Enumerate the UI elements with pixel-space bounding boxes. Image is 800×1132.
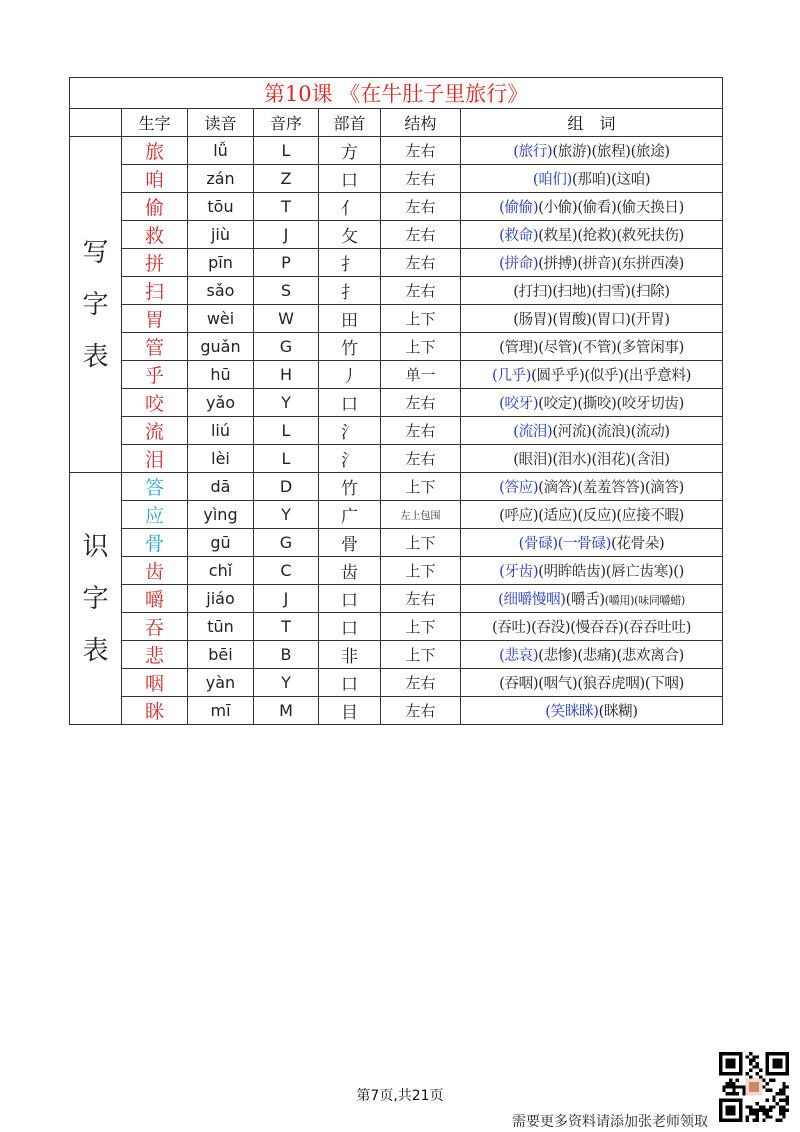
- footer-note: 需要更多资料请添加张老师领取: [512, 1114, 708, 1130]
- highlighted-word: (拼命): [499, 256, 539, 272]
- structure-cell: 左上包围: [381, 501, 461, 529]
- word-group: (滴答)(羞羞答答)(滴答): [538, 480, 684, 496]
- radical-cell: 氵: [319, 445, 381, 473]
- vocab-row: [70, 501, 723, 529]
- vocab-row: [70, 165, 723, 193]
- words-cell: [461, 445, 723, 473]
- highlighted-word: (几乎): [491, 368, 532, 384]
- word-group: (救星)(抢救)(救死扶伤): [538, 228, 684, 244]
- words-cell: [461, 193, 723, 221]
- words-cell: [461, 165, 723, 193]
- words-cell: [461, 613, 723, 641]
- character-cell: 吞: [122, 613, 188, 641]
- structure-cell: 左右: [381, 585, 461, 613]
- radical-cell: 方: [319, 137, 381, 165]
- character-cell: 答: [122, 473, 188, 501]
- pinyin-cell: chǐ: [188, 557, 254, 585]
- character-cell: 拼: [122, 249, 188, 277]
- words-cell: [461, 137, 723, 165]
- pinyin-cell: yǎo: [188, 389, 254, 417]
- pinyin-cell: wèi: [188, 305, 254, 333]
- word-group: (河流)(流浪)(流动): [552, 424, 670, 440]
- pinyin-cell: zán: [188, 165, 254, 193]
- radical-cell: 口: [319, 165, 381, 193]
- structure-cell: 左右: [381, 697, 461, 725]
- radical-cell: 竹: [319, 333, 381, 361]
- section-label: [70, 473, 122, 725]
- radical-cell: 田: [319, 305, 381, 333]
- structure-cell: 左右: [381, 221, 461, 249]
- structure-cell: 左右: [381, 193, 461, 221]
- character-cell: 悲: [122, 641, 188, 669]
- section-label-char: 字: [82, 583, 109, 614]
- structure-cell: 上下: [381, 305, 461, 333]
- radical-cell: 口: [319, 585, 381, 613]
- header-char: 生字: [122, 109, 188, 137]
- vocab-row: [70, 445, 723, 473]
- highlighted-word: (流泪): [513, 424, 553, 440]
- highlighted-word: (救命): [499, 228, 539, 244]
- words-cell: [461, 473, 723, 501]
- word-group: (嚼用)(味同嚼蜡): [604, 594, 685, 607]
- vocab-row: [70, 641, 723, 669]
- pinyin-cell: tōu: [188, 193, 254, 221]
- structure-cell: 左右: [381, 137, 461, 165]
- header-index: 音序: [254, 109, 319, 137]
- structure-cell: 左右: [381, 389, 461, 417]
- radical-cell: 扌: [319, 249, 381, 277]
- vocab-table: [69, 77, 723, 725]
- radical-cell: 骨: [319, 529, 381, 557]
- vocab-row: [70, 361, 723, 389]
- structure-cell: 上下: [381, 333, 461, 361]
- word-group: (旅游)(旅程)(旅途): [552, 144, 670, 160]
- pinyin-cell: lǚ: [188, 137, 254, 165]
- highlighted-word: (旅行): [513, 144, 553, 160]
- header-radical: 部首: [319, 109, 381, 137]
- radical-cell: 目: [319, 697, 381, 725]
- vocab-row: [70, 697, 723, 725]
- index-cell: Y: [254, 389, 319, 417]
- highlighted-word: (咱们): [532, 172, 572, 188]
- section-label: [70, 137, 122, 473]
- structure-cell: 左右: [381, 669, 461, 697]
- section-label-char: 表: [82, 635, 109, 666]
- index-cell: L: [254, 137, 319, 165]
- vocab-row: [70, 277, 723, 305]
- index-cell: G: [254, 333, 319, 361]
- character-cell: 旅: [122, 137, 188, 165]
- index-cell: L: [254, 417, 319, 445]
- header-pinyin: 读音: [188, 109, 254, 137]
- word-group: (那咱)(这咱): [571, 172, 651, 188]
- structure-cell: 左右: [381, 277, 461, 305]
- pinyin-cell: dā: [188, 473, 254, 501]
- radical-cell: 口: [319, 389, 381, 417]
- words-cell: [461, 669, 723, 697]
- section-label-char: 写: [82, 237, 109, 268]
- vocab-row: [70, 417, 723, 445]
- word-group: (眼泪)(泪水)(泪花)(含泪): [513, 452, 670, 468]
- header-words: 组 词: [461, 109, 723, 137]
- highlighted-word: (偷偷): [499, 200, 539, 216]
- radical-cell: 扌: [319, 277, 381, 305]
- pinyin-cell: mī: [188, 697, 254, 725]
- word-group: (肠胃)(胃酸)(胃口)(开胃): [513, 312, 670, 328]
- vocab-row: [70, 193, 723, 221]
- index-cell: B: [254, 641, 319, 669]
- vocab-row: [70, 249, 723, 277]
- radical-cell: 竹: [319, 473, 381, 501]
- highlighted-word: (笑眯眯): [545, 704, 599, 720]
- radical-cell: 非: [319, 641, 381, 669]
- pinyin-cell: yìng: [188, 501, 254, 529]
- highlighted-word: (咬牙): [499, 396, 539, 412]
- words-cell: [461, 361, 723, 389]
- index-cell: M: [254, 697, 319, 725]
- radical-cell: 攵: [319, 221, 381, 249]
- radical-cell: 亻: [319, 193, 381, 221]
- pinyin-cell: liú: [188, 417, 254, 445]
- lesson-title: 第10课 《在牛肚子里旅行》: [70, 78, 723, 109]
- vocab-row: [70, 305, 723, 333]
- words-cell: [461, 277, 723, 305]
- radical-cell: 氵: [319, 417, 381, 445]
- pinyin-cell: guǎn: [188, 333, 254, 361]
- vocab-row: [70, 669, 723, 697]
- vocab-row: [70, 557, 723, 585]
- pinyin-cell: pīn: [188, 249, 254, 277]
- highlighted-word: (细嚼慢咽): [498, 592, 566, 608]
- qr-code-icon: [719, 1052, 789, 1122]
- word-group: (呼应)(适应)(反应)(应接不暇): [499, 508, 684, 524]
- character-cell: 乎: [122, 361, 188, 389]
- structure-cell: 单一: [381, 361, 461, 389]
- structure-cell: 左右: [381, 165, 461, 193]
- vocab-row: [70, 333, 723, 361]
- radical-cell: 丿: [319, 361, 381, 389]
- character-cell: 管: [122, 333, 188, 361]
- character-cell: 眯: [122, 697, 188, 725]
- index-cell: Z: [254, 165, 319, 193]
- character-cell: 救: [122, 221, 188, 249]
- word-group: (吞咽)(咽气)(狼吞虎咽)(下咽): [499, 676, 684, 692]
- radical-cell: 齿: [319, 557, 381, 585]
- vocab-sheet: [69, 77, 722, 725]
- highlighted-word: (答应): [499, 480, 539, 496]
- pinyin-cell: hū: [188, 361, 254, 389]
- pinyin-cell: tūn: [188, 613, 254, 641]
- header-blank: [70, 109, 122, 137]
- vocab-row: [70, 473, 723, 501]
- word-group: (管理)(尽管)(不管)(多管闲事): [499, 340, 684, 356]
- character-cell: 胃: [122, 305, 188, 333]
- pinyin-cell: jiáo: [188, 585, 254, 613]
- word-group: (咬定)(撕咬)(咬牙切齿): [538, 396, 684, 412]
- word-group: (打扫)(扫地)(扫雪)(扫除): [513, 284, 670, 300]
- character-cell: 偷: [122, 193, 188, 221]
- word-group: (拼搏)(拼音)(东拼西凑): [538, 256, 684, 272]
- vocab-row: [70, 585, 723, 613]
- header-structure: 结构: [381, 109, 461, 137]
- header-row: [70, 109, 723, 137]
- index-cell: Y: [254, 501, 319, 529]
- character-cell: 齿: [122, 557, 188, 585]
- words-cell: [461, 557, 723, 585]
- index-cell: G: [254, 529, 319, 557]
- character-cell: 应: [122, 501, 188, 529]
- structure-cell: 上下: [381, 641, 461, 669]
- structure-cell: 上下: [381, 473, 461, 501]
- character-cell: 咽: [122, 669, 188, 697]
- character-cell: 咬: [122, 389, 188, 417]
- words-cell: [461, 417, 723, 445]
- radical-cell: 口: [319, 669, 381, 697]
- pinyin-cell: bēi: [188, 641, 254, 669]
- pinyin-cell: jiù: [188, 221, 254, 249]
- vocab-row: [70, 529, 723, 557]
- character-cell: 流: [122, 417, 188, 445]
- character-cell: 嚼: [122, 585, 188, 613]
- word-group: (明眸皓齿)(唇亡齿寒)(): [538, 564, 684, 580]
- words-cell: [461, 221, 723, 249]
- words-cell: [461, 585, 723, 613]
- character-cell: 泪: [122, 445, 188, 473]
- word-group: (花骨朵): [611, 536, 665, 552]
- word-group: (吞吐)(吞没)(慢吞吞)(吞吞吐吐): [492, 620, 692, 636]
- index-cell: D: [254, 473, 319, 501]
- structure-cell: 上下: [381, 613, 461, 641]
- structure-cell: 左右: [381, 417, 461, 445]
- index-cell: P: [254, 249, 319, 277]
- page-number: 第7页,共21页: [356, 1088, 444, 1104]
- pinyin-cell: yàn: [188, 669, 254, 697]
- word-group: (圆乎乎)(似乎)(出乎意料): [531, 368, 692, 384]
- structure-cell: 左右: [381, 249, 461, 277]
- words-cell: [461, 305, 723, 333]
- word-group: (嚼舌): [565, 592, 605, 608]
- highlighted-word: (牙齿): [499, 564, 539, 580]
- character-cell: 骨: [122, 529, 188, 557]
- words-cell: [461, 389, 723, 417]
- structure-cell: 左右: [381, 445, 461, 473]
- vocab-row: [70, 221, 723, 249]
- section-label-char: 识: [82, 531, 109, 562]
- vocab-row: [70, 389, 723, 417]
- highlighted-word: (骨碌)(一骨碌): [518, 536, 612, 552]
- pinyin-cell: gū: [188, 529, 254, 557]
- highlighted-word: (悲哀): [499, 648, 539, 664]
- character-cell: 扫: [122, 277, 188, 305]
- index-cell: T: [254, 613, 319, 641]
- index-cell: H: [254, 361, 319, 389]
- index-cell: J: [254, 221, 319, 249]
- index-cell: Y: [254, 669, 319, 697]
- index-cell: C: [254, 557, 319, 585]
- word-group: (眯糊): [598, 704, 638, 720]
- words-cell: [461, 249, 723, 277]
- pinyin-cell: lèi: [188, 445, 254, 473]
- word-group: (悲惨)(悲痛)(悲欢离合): [538, 648, 684, 664]
- index-cell: S: [254, 277, 319, 305]
- index-cell: J: [254, 585, 319, 613]
- words-cell: [461, 529, 723, 557]
- index-cell: T: [254, 193, 319, 221]
- radical-cell: 广: [319, 501, 381, 529]
- structure-cell: 上下: [381, 529, 461, 557]
- character-cell: 咱: [122, 165, 188, 193]
- index-cell: W: [254, 305, 319, 333]
- words-cell: [461, 333, 723, 361]
- vocab-row: [70, 137, 723, 165]
- section-label-char: 字: [82, 289, 109, 320]
- word-group: (小偷)(偷看)(偷天换日): [538, 200, 684, 216]
- vocab-row: [70, 613, 723, 641]
- section-label-char: 表: [82, 341, 109, 372]
- words-cell: [461, 641, 723, 669]
- index-cell: L: [254, 445, 319, 473]
- structure-cell: 上下: [381, 557, 461, 585]
- pinyin-cell: sǎo: [188, 277, 254, 305]
- words-cell: [461, 501, 723, 529]
- radical-cell: 口: [319, 613, 381, 641]
- words-cell: [461, 697, 723, 725]
